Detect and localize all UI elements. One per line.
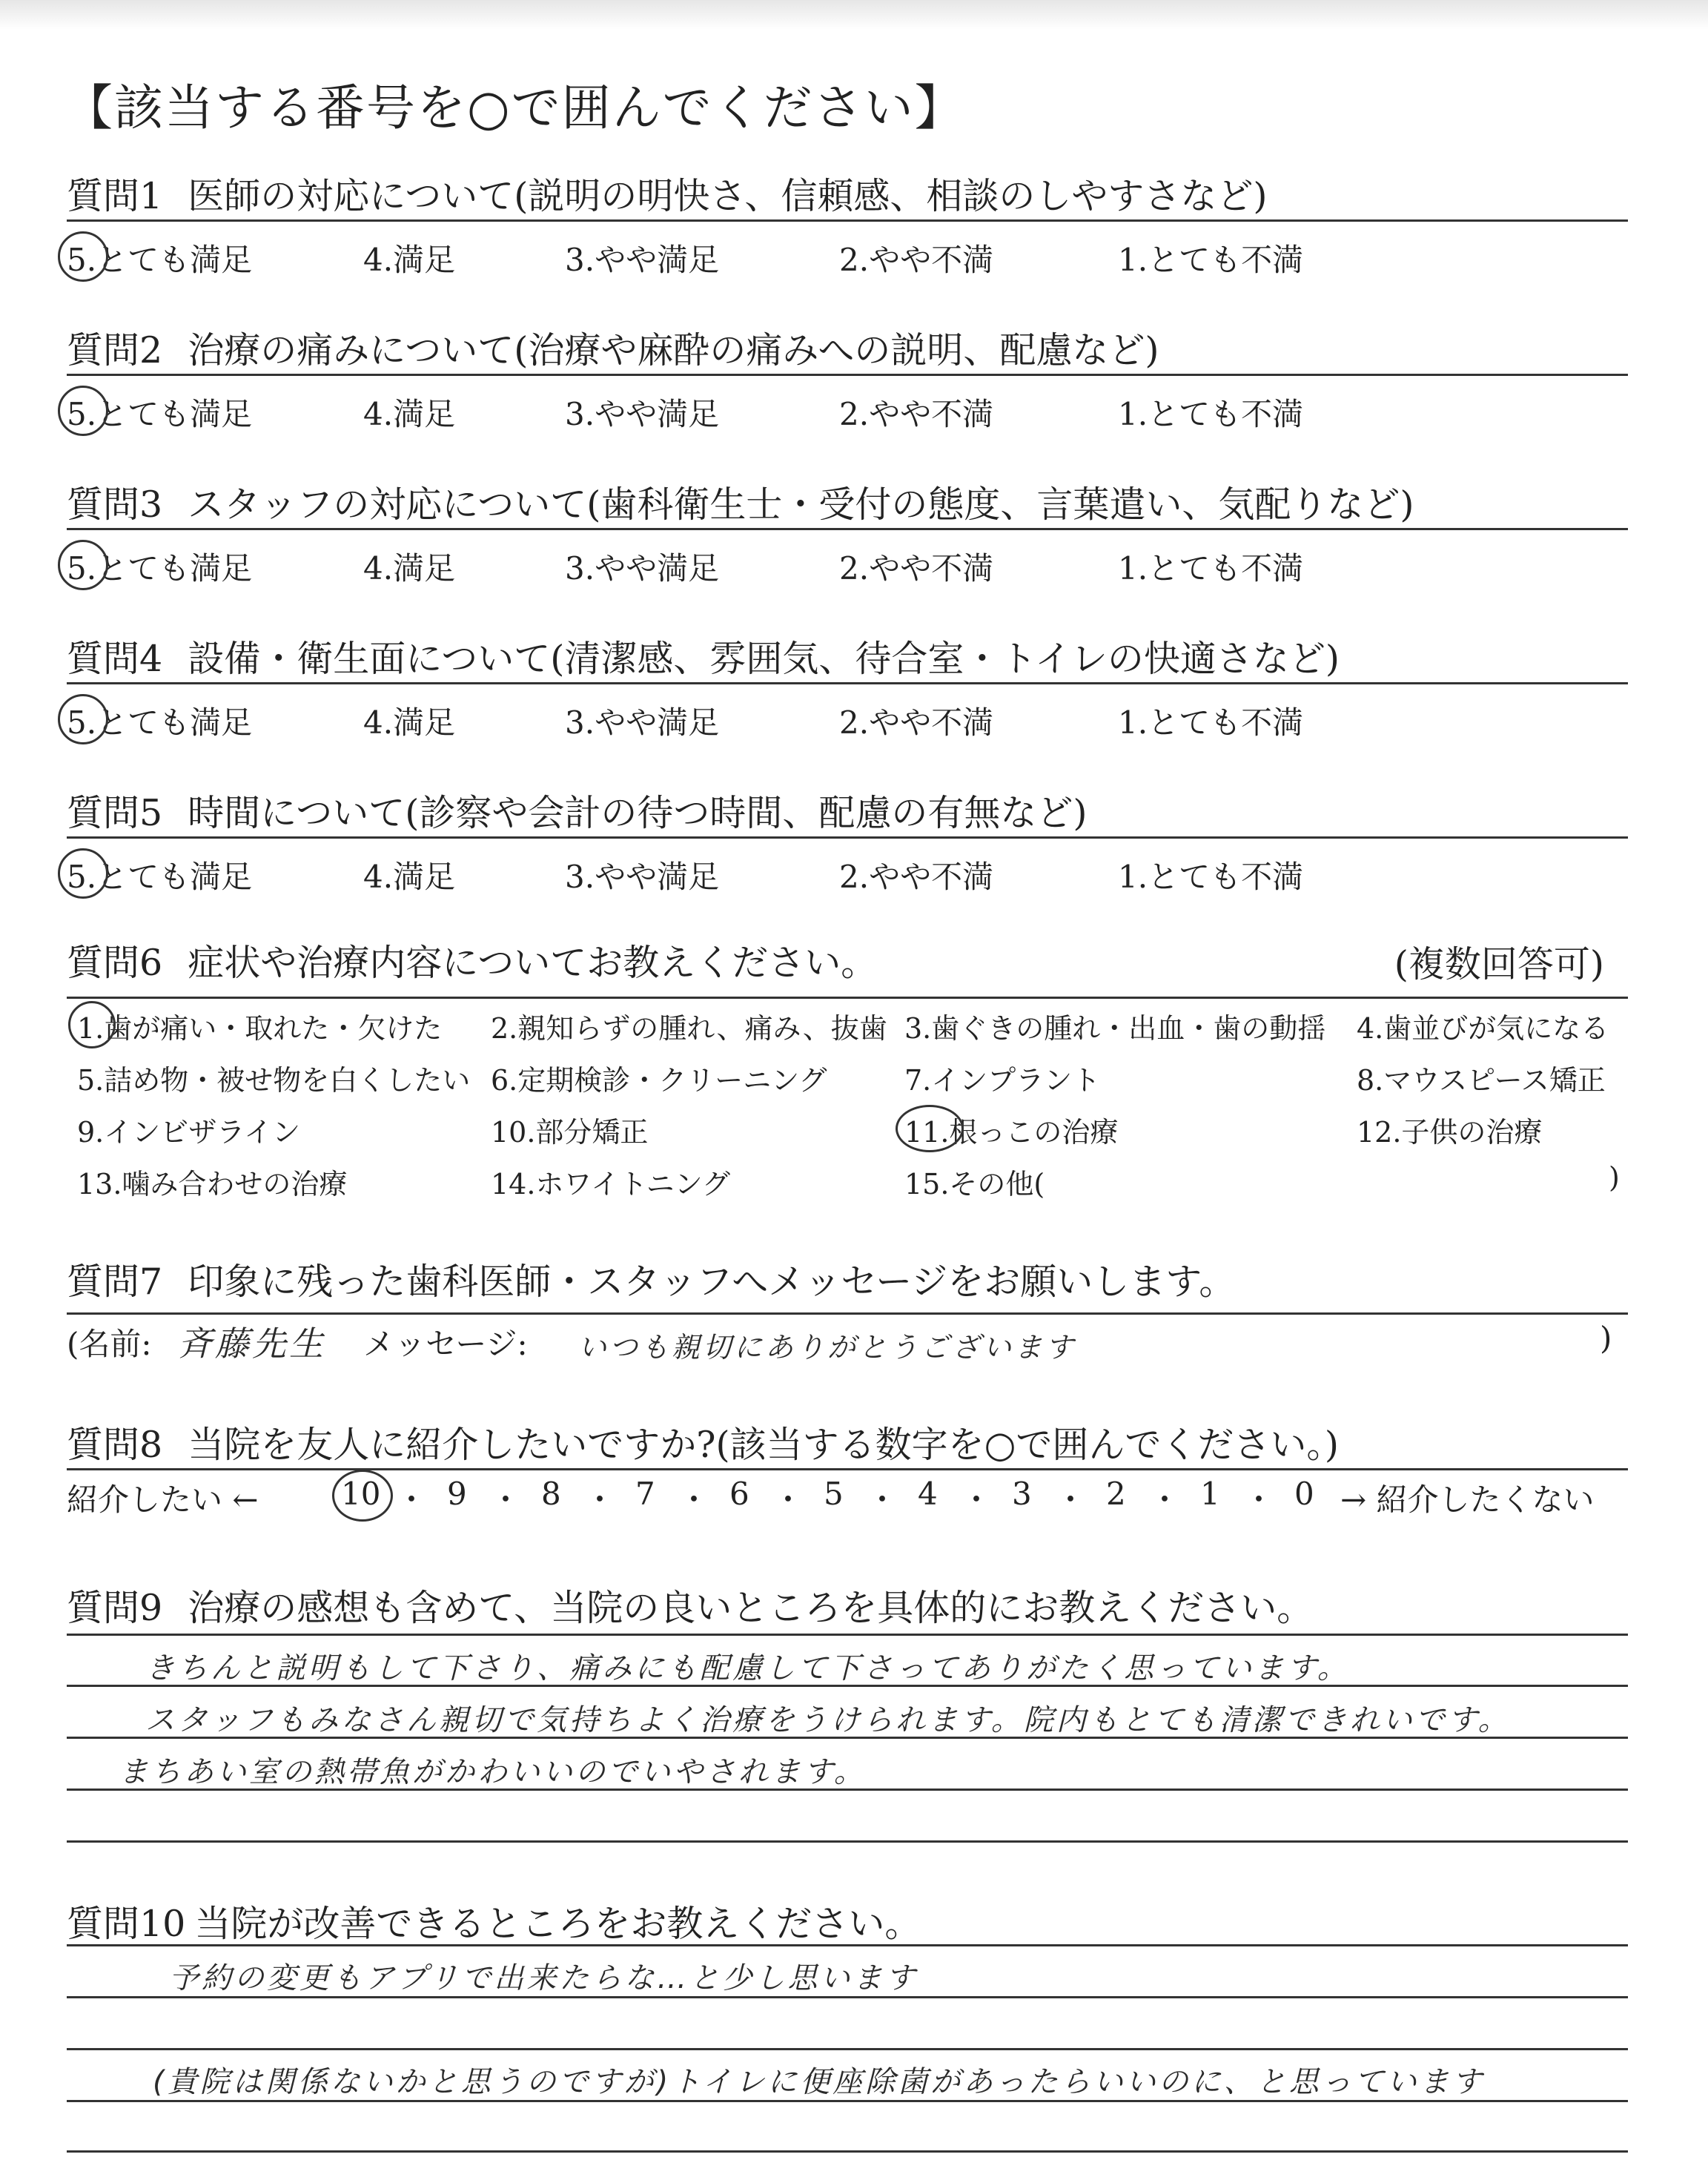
page-title: 【該当する番号を○で囲んでください】 xyxy=(64,79,965,136)
scale-number[interactable]: 6 xyxy=(729,1476,749,1512)
rating-option[interactable]: 3.やや満足 xyxy=(565,704,720,741)
rating-options xyxy=(67,390,1549,435)
question-text: 医師の対応について(説明の明快さ、信頼感、相談のしやすさなど) xyxy=(188,175,1268,217)
question-4 xyxy=(67,630,1623,682)
symptom-option[interactable]: 15.その他( xyxy=(904,1168,1045,1200)
recommend-scale xyxy=(67,1476,1631,1520)
question-text: 症状や治療内容についてお教えください。 xyxy=(188,942,878,984)
question-text: 設備・衛生面について(清潔感、雰囲気、待合室・トイレの快適さなど) xyxy=(188,638,1340,680)
question-text: 治療の感想も含めて、当院の良いところを具体的にお教えください。 xyxy=(188,1587,1314,1629)
symptom-option[interactable]: 13.噛み合わせの治療 xyxy=(77,1168,348,1200)
question-rule xyxy=(67,682,1628,684)
question-number: 質問5 xyxy=(67,792,163,834)
answer-line xyxy=(67,2048,1628,2050)
rating-option[interactable]: 4.満足 xyxy=(363,859,456,895)
question-number: 質問9 xyxy=(67,1587,163,1629)
rating-option[interactable]: 5.とても満足 xyxy=(67,859,253,895)
rating-option[interactable]: 5.とても満足 xyxy=(67,396,253,432)
question-number: 質問7 xyxy=(67,1261,163,1303)
scale-separator: ・ xyxy=(1243,1482,1275,1518)
question-1 xyxy=(67,168,1623,219)
rating-option[interactable]: 5.とても満足 xyxy=(67,550,253,587)
question-number: 質問6 xyxy=(67,942,163,984)
symptom-option[interactable]: 12.子供の治療 xyxy=(1357,1116,1543,1149)
scale-right-label: → 紹介したくない xyxy=(1340,1482,1595,1518)
scale-number[interactable]: 9 xyxy=(447,1476,467,1512)
question-7-rule xyxy=(67,1312,1628,1315)
question-5 xyxy=(67,785,1623,836)
rating-option[interactable]: 1.とても不満 xyxy=(1118,242,1304,278)
symptom-option[interactable]: 7.インプラント xyxy=(904,1064,1101,1097)
symptom-option[interactable]: 4.歯並びが気になる xyxy=(1357,1012,1609,1045)
question-3 xyxy=(67,476,1623,528)
question-rule xyxy=(67,374,1628,376)
rating-option[interactable]: 2.やや不満 xyxy=(839,396,994,432)
scale-separator: ・ xyxy=(961,1482,993,1518)
selected-answer-circle xyxy=(58,694,108,744)
question-text: 印象に残った歯科医師・スタッフへメッセージをお願いします。 xyxy=(188,1261,1236,1303)
rating-option[interactable]: 1.とても不満 xyxy=(1118,396,1304,432)
question-text: 時間について(診察や会計の待つ時間、配慮の有無など) xyxy=(188,792,1088,834)
question-8-rule xyxy=(67,1468,1628,1470)
answer-line xyxy=(67,2150,1628,2153)
name-label: (名前: xyxy=(67,1326,152,1362)
scale-number[interactable]: 7 xyxy=(635,1476,655,1512)
selected-answer-circle xyxy=(58,540,108,590)
message-label: メッセージ: xyxy=(363,1326,528,1362)
scale-number[interactable]: 0 xyxy=(1294,1476,1314,1512)
scale-number[interactable]: 8 xyxy=(541,1476,561,1512)
scale-number[interactable]: 3 xyxy=(1012,1476,1032,1512)
selected-answer-circle xyxy=(58,848,108,899)
scale-separator: ・ xyxy=(678,1482,710,1518)
question-text: 治療の痛みについて(治療や麻酔の痛みへの説明、配慮など) xyxy=(188,329,1159,371)
question-rule xyxy=(67,528,1628,530)
symptom-option[interactable]: 8.マウスピース矯正 xyxy=(1357,1064,1606,1097)
symptom-option[interactable]: 2.親知らずの腫れ、痛み、抜歯 xyxy=(491,1012,887,1045)
scale-number[interactable]: 10 xyxy=(341,1476,381,1512)
question-2 xyxy=(67,322,1623,374)
scale-separator: ・ xyxy=(584,1482,616,1518)
rating-option[interactable]: 2.やや不満 xyxy=(839,242,994,278)
rating-option[interactable]: 1.とても不満 xyxy=(1118,704,1304,741)
rating-options xyxy=(67,544,1549,589)
scale-number[interactable]: 5 xyxy=(824,1476,844,1512)
q9-answer-line-1: きちんと説明もして下さり、痛みにも配慮して下さってありがたく思っています。 xyxy=(145,1651,1350,1685)
q9-answer-line-3: まちあい室の熱帯魚がかわいいのでいやされます。 xyxy=(119,1755,867,1789)
rating-option[interactable]: 4.満足 xyxy=(363,242,456,278)
rating-option[interactable]: 3.やや満足 xyxy=(565,550,720,587)
rating-option[interactable]: 1.とても不満 xyxy=(1118,550,1304,587)
question-rule xyxy=(67,836,1628,839)
scale-separator: ・ xyxy=(1055,1482,1087,1518)
scale-separator: ・ xyxy=(772,1482,804,1518)
rating-option[interactable]: 5.とても満足 xyxy=(67,704,253,741)
question-number: 質問2 xyxy=(67,329,163,371)
name-handwritten: 斉藤先生 xyxy=(178,1324,326,1364)
scale-left-label: 紹介したい ← xyxy=(67,1482,259,1518)
close-paren: ) xyxy=(1600,1320,1612,1356)
question-10-rule xyxy=(67,1944,1628,1946)
rating-option[interactable]: 3.やや満足 xyxy=(565,396,720,432)
question-number: 質問4 xyxy=(67,638,163,680)
q10-answer-line-3: (貴院は関係ないかと思うのですが)トイレに便座除菌があったらいいのに、と思っています xyxy=(153,2065,1485,2099)
symptom-option[interactable]: 3.歯ぐきの腫れ・出血・歯の動揺 xyxy=(904,1012,1326,1045)
selected-answer-circle xyxy=(896,1105,964,1152)
rating-option[interactable]: 2.やや不満 xyxy=(839,550,994,587)
multiple-answer-note: (複数回答可) xyxy=(1394,943,1604,985)
question-number: 質問8 xyxy=(67,1424,163,1466)
message-row xyxy=(67,1320,1631,1364)
rating-option[interactable]: 3.やや満足 xyxy=(565,242,720,278)
question-9-rule xyxy=(67,1634,1628,1636)
question-6 xyxy=(67,934,1623,986)
scale-separator: ・ xyxy=(490,1482,522,1518)
answer-line xyxy=(67,1840,1628,1843)
symptom-option[interactable]: 11.根っこの治療 xyxy=(904,1116,1119,1149)
question-number: 質問1 xyxy=(67,175,163,217)
scale-separator: ・ xyxy=(867,1482,898,1518)
selected-answer-circle xyxy=(68,1001,116,1048)
question-9 xyxy=(67,1579,1623,1631)
scale-number[interactable]: 4 xyxy=(918,1476,938,1512)
rating-option[interactable]: 2.やや不満 xyxy=(839,704,994,741)
symptom-option[interactable]: 1.歯が痛い・取れた・欠けた xyxy=(77,1012,443,1045)
question-number: 質問3 xyxy=(67,483,163,526)
rating-option[interactable]: 2.やや不満 xyxy=(839,859,994,895)
question-rule xyxy=(67,219,1628,222)
other-close-paren: ) xyxy=(1609,1161,1620,1194)
scale-number[interactable]: 1 xyxy=(1200,1476,1220,1512)
scan-top-edge xyxy=(0,0,1708,30)
question-text: 当院が改善できるところをお教えください。 xyxy=(194,1903,921,1945)
rating-option[interactable]: 4.満足 xyxy=(363,704,456,741)
q10-answer-line-1: 予約の変更もアプリで出来たらな…と少し思います xyxy=(169,1961,918,1995)
symptom-option[interactable]: 6.定期検診・クリーニング xyxy=(491,1064,827,1097)
question-10 xyxy=(67,1895,1623,1947)
question-8 xyxy=(67,1416,1623,1468)
question-text: スタッフの対応について(歯科衛生士・受付の態度、言葉遣い、気配りなど) xyxy=(188,483,1414,526)
symptom-option[interactable]: 9.インビザライン xyxy=(77,1116,301,1149)
message-handwritten: いつも親切にありがとうございます xyxy=(578,1331,1077,1364)
symptom-option[interactable]: 14.ホワイトニング xyxy=(491,1168,731,1200)
question-6-rule xyxy=(67,997,1628,999)
rating-options xyxy=(67,853,1549,897)
question-text: 当院を友人に紹介したいですか?(該当する数字を○で囲んでください。) xyxy=(188,1424,1339,1466)
scale-separator: ・ xyxy=(1149,1482,1181,1518)
scale-separator: ・ xyxy=(396,1482,428,1518)
rating-option[interactable]: 4.満足 xyxy=(363,550,456,587)
scale-number[interactable]: 2 xyxy=(1106,1476,1126,1512)
rating-option[interactable]: 3.やや満足 xyxy=(565,859,720,895)
rating-options xyxy=(67,698,1549,743)
symptom-option[interactable]: 10.部分矯正 xyxy=(491,1116,649,1149)
rating-options xyxy=(67,236,1549,280)
symptom-option[interactable]: 5.詰め物・被せ物を白くしたい xyxy=(77,1064,471,1097)
selected-answer-circle xyxy=(58,231,108,282)
selected-answer-circle xyxy=(332,1470,393,1522)
rating-option[interactable]: 1.とても不満 xyxy=(1118,859,1304,895)
question-7 xyxy=(67,1253,1623,1305)
selected-answer-circle xyxy=(58,386,108,436)
rating-option[interactable]: 5.とても満足 xyxy=(67,242,253,278)
q9-answer-line-2: スタッフもみなさん親切で気持ちよく治療をうけられます。院内もとても清潔できれいです。 xyxy=(145,1703,1511,1737)
question-number: 質問10 xyxy=(67,1903,186,1945)
rating-option[interactable]: 4.満足 xyxy=(363,396,456,432)
